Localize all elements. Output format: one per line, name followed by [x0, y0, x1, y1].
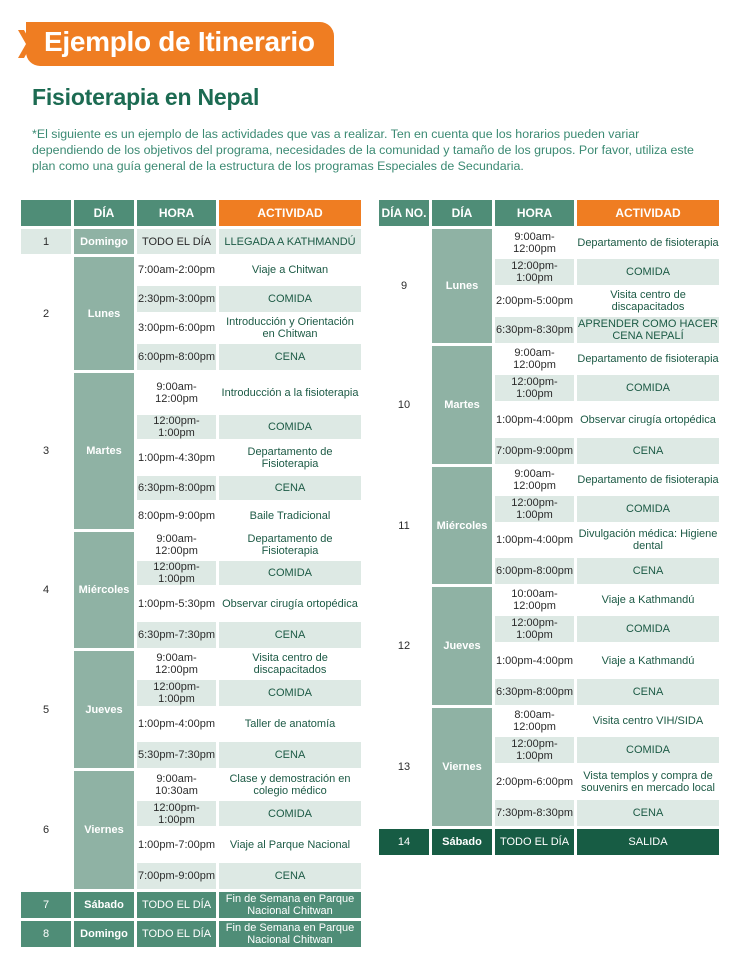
activity-cell: CENA	[577, 558, 719, 584]
day-number: 3	[21, 373, 71, 529]
hour-cell: 7:00am-2:00pm	[137, 257, 216, 283]
table-row	[379, 375, 719, 401]
day-number: 4	[21, 532, 71, 648]
table-row	[379, 317, 719, 343]
day-name: Lunes	[74, 257, 134, 370]
activity-cell: COMIDA	[577, 496, 719, 522]
intro-paragraph: *El siguiente es un ejemplo de las actividades que vas a realizar. Ten en cuenta que los horarios pueden variar dependiendo de los objetivos del programa, necesidades de la comunidad y tamaño de los grupos. Por favor, utiliza este plan como una guía general de la estructura de los programas Especiales de Secundaria.	[32, 127, 694, 173]
hour-cell: 9:00am-10:30am	[137, 771, 216, 798]
hour-cell: TODO EL DÍA	[137, 892, 216, 918]
table-row	[379, 346, 719, 372]
activity-cell: APRENDER COMO HACER CENA NEPALÍ	[578, 318, 718, 342]
table-row	[379, 467, 719, 493]
day-number: 5	[21, 651, 71, 768]
hour-cell: 6:30pm-7:30pm	[137, 622, 216, 648]
header-activity: ACTIVIDAD	[219, 200, 361, 226]
activity-cell: CENA	[219, 344, 361, 370]
day-number: 8	[21, 921, 71, 947]
day-number: 10	[379, 346, 429, 464]
day-name: Viernes	[74, 771, 134, 889]
hour-cell: 1:00pm-7:00pm	[137, 829, 216, 860]
day-name: Jueves	[74, 651, 134, 768]
day-name: Martes	[432, 346, 492, 464]
header-activity: ACTIVIDAD	[577, 200, 719, 226]
hour-cell: 6:30pm-8:00pm	[137, 476, 216, 500]
activity-cell: CENA	[577, 679, 719, 705]
activity-cell: Observar cirugía ortopédica	[577, 404, 719, 435]
table-row	[21, 829, 361, 860]
hour-cell: 12:00pm-1:00pm	[495, 616, 574, 642]
header-hour: HORA	[495, 200, 574, 226]
day-name: Domingo	[74, 229, 134, 254]
hour-cell: 7:00pm-9:00pm	[495, 438, 574, 464]
table-row	[21, 442, 361, 473]
activity-cell: COMIDA	[219, 415, 361, 439]
activity-cell: Viaje a Kathmandú	[577, 587, 719, 613]
table-row	[379, 259, 719, 285]
activity-cell: COMIDA	[219, 286, 361, 312]
hour-cell: 5:30pm-7:30pm	[137, 742, 216, 768]
table-row	[21, 415, 361, 439]
activity-cell: Fin de Semana en Parque Nacional Chitwan	[219, 921, 361, 947]
activity-cell: CENA	[219, 742, 361, 768]
hour-cell: 12:00pm-1:00pm	[495, 375, 574, 401]
activity-cell: CENA	[219, 476, 361, 500]
day-name: Sábado	[432, 829, 492, 855]
day-name: Martes	[74, 373, 134, 529]
table-row	[21, 503, 361, 529]
hour-cell: 1:00pm-4:00pm	[495, 525, 574, 555]
hour-cell: 7:00pm-9:00pm	[137, 863, 216, 889]
left-itinerary-table	[18, 197, 364, 950]
activity-cell: COMIDA	[577, 375, 719, 401]
hour-cell: 9:00am-12:00pm	[137, 373, 216, 412]
activity-cell: Observar cirugía ortopédica	[219, 588, 361, 619]
activity-cell: COMIDA	[219, 801, 361, 826]
activity-cell: Introducción y Orientación en Chitwan	[219, 315, 361, 341]
activity-cell: Taller de anatomía	[219, 709, 361, 739]
day-number: 9	[379, 229, 429, 343]
hour-cell: TODO EL DÍA	[495, 829, 574, 855]
hour-cell: 1:00pm-5:30pm	[137, 588, 216, 619]
hour-cell: 12:00pm-1:00pm	[137, 680, 216, 706]
activity-cell: Departamento de fisioterapia	[577, 229, 719, 256]
activity-cell: SALIDA	[577, 829, 719, 855]
day-number: 1	[21, 229, 71, 254]
hour-cell: 6:00pm-8:00pm	[137, 344, 216, 370]
activity-cell: COMIDA	[219, 561, 361, 585]
table-row	[21, 771, 361, 798]
header-day: DÍA	[74, 200, 134, 226]
activity-cell: Departamento de fisioterapia	[577, 346, 719, 372]
hour-cell: 6:30pm-8:30pm	[495, 317, 574, 343]
table-row	[21, 680, 361, 706]
day-name: Lunes	[432, 229, 492, 343]
hour-cell: 3:00pm-6:00pm	[137, 315, 216, 341]
hour-cell: 1:00pm-4:00pm	[137, 709, 216, 739]
day-number: 2	[21, 257, 71, 370]
hour-cell: 12:00pm-1:00pm	[495, 496, 574, 522]
activity-cell: COMIDA	[577, 259, 719, 285]
activity-cell: LLEGADA A KATHMANDÚ	[219, 229, 361, 254]
day-name: Jueves	[432, 587, 492, 705]
day-name: Miércoles	[74, 532, 134, 648]
banner-title: Ejemplo de Itinerario	[44, 26, 315, 57]
activity-cell: Viaje a Kathmandú	[577, 645, 719, 676]
table-header-row	[21, 200, 361, 226]
table-row	[21, 892, 361, 918]
table-row	[21, 286, 361, 312]
hour-cell: 9:00am-12:00pm	[495, 346, 574, 372]
hour-cell: 12:00pm-1:00pm	[495, 259, 574, 285]
day-number: 14	[379, 829, 429, 855]
table-row	[379, 558, 719, 584]
table-row	[21, 532, 361, 558]
hour-cell: 1:00pm-4:00pm	[495, 404, 574, 435]
activity-cell: CENA	[577, 438, 719, 464]
hour-cell: 6:00pm-8:00pm	[495, 558, 574, 584]
hour-cell: 12:00pm-1:00pm	[137, 561, 216, 585]
hour-cell: 2:30pm-3:00pm	[137, 286, 216, 312]
day-number: 11	[379, 467, 429, 584]
activity-cell: Vista templos y compra de souvenirs en mercado local	[577, 766, 719, 797]
header-hour: HORA	[137, 200, 216, 226]
day-name: Sábado	[74, 892, 134, 918]
header-num: DÍA NO.	[379, 200, 429, 226]
activity-cell: Visita centro de discapacitados	[577, 288, 719, 314]
table-row	[379, 679, 719, 705]
table-row	[379, 404, 719, 435]
table-row	[21, 622, 361, 648]
hour-cell: 12:00pm-1:00pm	[495, 737, 574, 763]
day-number: 13	[379, 708, 429, 826]
day-name: Viernes	[432, 708, 492, 826]
table-row	[21, 709, 361, 739]
hour-cell: 8:00am-12:00pm	[495, 708, 574, 734]
table-row	[379, 616, 719, 642]
table-row	[21, 588, 361, 619]
table-row	[21, 315, 361, 341]
table-row	[21, 742, 361, 768]
day-name: Miércoles	[432, 467, 492, 584]
day-number: 12	[379, 587, 429, 705]
activity-cell: CENA	[577, 800, 719, 826]
table-row	[379, 525, 719, 555]
hour-cell: 7:30pm-8:30pm	[495, 800, 574, 826]
hour-cell: 8:00pm-9:00pm	[137, 503, 216, 529]
activity-cell: COMIDA	[577, 737, 719, 763]
hour-cell: 12:00pm-1:00pm	[137, 415, 216, 439]
table-row	[379, 829, 719, 855]
table-row	[379, 800, 719, 826]
table-row	[379, 496, 719, 522]
activity-cell: COMIDA	[577, 616, 719, 642]
activity-cell: CENA	[219, 622, 361, 648]
table-row	[21, 344, 361, 370]
hour-cell: 1:00pm-4:30pm	[137, 442, 216, 473]
table-row	[21, 651, 361, 677]
hour-cell: 1:00pm-4:00pm	[495, 645, 574, 676]
table-row	[21, 257, 361, 283]
hour-cell: TODO EL DÍA	[137, 229, 216, 254]
table-row	[379, 438, 719, 464]
table-row	[21, 863, 361, 889]
table-row	[21, 921, 361, 947]
table-row	[379, 737, 719, 763]
table-row	[379, 587, 719, 613]
activity-cell: CENA	[219, 863, 361, 889]
table-row	[379, 645, 719, 676]
table-row	[379, 288, 719, 314]
activity-cell: Viaje a Chitwan	[219, 257, 361, 283]
activity-cell: Viaje al Parque Nacional	[219, 829, 361, 860]
table-row	[379, 229, 719, 256]
table-header-row	[379, 200, 719, 226]
hour-cell: 9:00am-12:00pm	[495, 467, 574, 493]
hour-cell: 6:30pm-8:00pm	[495, 679, 574, 705]
activity-cell: Departamento de Fisioterapia	[219, 442, 361, 473]
activity-cell: COMIDA	[219, 680, 361, 706]
hour-cell: 9:00am-12:00pm	[495, 229, 574, 256]
hour-cell: 9:00am-12:00pm	[137, 651, 216, 677]
activity-cell: Departamento de Fisioterapia	[219, 532, 361, 558]
page-subtitle: Fisioterapia en Nepal	[32, 84, 260, 110]
table-row	[21, 373, 361, 412]
hour-cell: 10:00am-12:00pm	[495, 587, 574, 613]
header-num	[21, 200, 71, 226]
hour-cell: 2:00pm-6:00pm	[495, 766, 574, 797]
table-row	[21, 561, 361, 585]
right-itinerary-table	[376, 197, 722, 858]
hour-cell: 12:00pm-1:00pm	[137, 801, 216, 826]
day-name: Domingo	[74, 921, 134, 947]
activity-cell: Visita centro VIH/SIDA	[577, 708, 719, 734]
activity-cell: Clase y demostración en colegio médico	[219, 771, 361, 798]
day-number: 7	[21, 892, 71, 918]
hour-cell: 2:00pm-5:00pm	[495, 288, 574, 314]
activity-cell: Introducción a la fisioterapia	[219, 373, 361, 412]
activity-cell: Baile Tradicional	[219, 503, 361, 529]
activity-cell: Fin de Semana en Parque Nacional Chitwan	[219, 892, 361, 918]
table-row	[21, 801, 361, 826]
table-row	[21, 476, 361, 500]
hour-cell: 9:00am-12:00pm	[137, 532, 216, 558]
hour-cell: TODO EL DÍA	[137, 921, 216, 947]
table-row	[379, 766, 719, 797]
header-day: DÍA	[432, 200, 492, 226]
activity-cell: Departamento de fisioterapia	[577, 467, 719, 493]
activity-cell: Visita centro de discapacitados	[219, 651, 361, 677]
activity-cell: Divulgación médica: Higiene dental	[577, 525, 719, 555]
table-row	[379, 708, 719, 734]
day-number: 6	[21, 771, 71, 889]
table-row	[21, 229, 361, 254]
